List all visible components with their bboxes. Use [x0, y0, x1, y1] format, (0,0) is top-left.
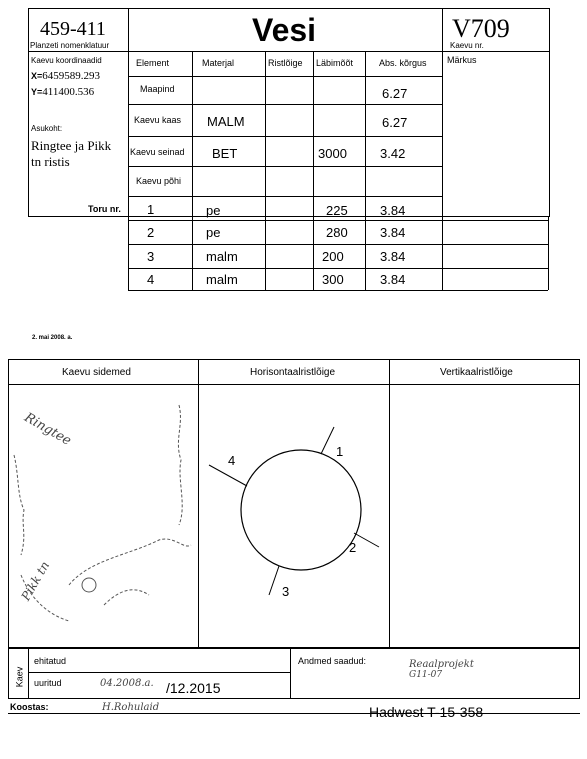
row-lid-material: MALM — [207, 114, 245, 129]
plan-number: 459-411 — [40, 18, 106, 40]
date-stamp: 2. mai 2008. a. — [32, 335, 73, 341]
row-ground-height: 6.27 — [382, 86, 408, 101]
pipe-2-material: pe — [206, 225, 221, 240]
row-lid-label: Kaevu kaas — [134, 115, 182, 125]
surveyed-label: uuritud — [34, 678, 62, 688]
data-from-line2: G11-07 — [409, 670, 443, 680]
author-label: Koostas: — [10, 702, 49, 712]
row-walls-height: 3.42 — [380, 146, 406, 161]
col-diameter: Läbimõõt — [316, 58, 354, 68]
pipe-label: Toru nr. — [88, 204, 121, 214]
col-material: Materjal — [202, 58, 235, 68]
data-from-label: Andmed saadud: — [298, 656, 367, 666]
pipe-3-nr: 3 — [147, 249, 155, 264]
col-height: Abs. kõrgus — [379, 58, 427, 68]
surveyed-value: 04.2008.a. — [100, 678, 154, 689]
pipe-1-nr: 1 — [147, 202, 155, 217]
street-ringtee-label: Ringtee — [21, 410, 74, 449]
pipe-label-2: 2 — [349, 540, 357, 555]
pipe-1-height: 3.84 — [380, 203, 406, 218]
pipe-4-diameter: 300 — [322, 272, 344, 287]
notes-label: Märkus — [447, 55, 477, 65]
pipe-label-4: 4 — [228, 453, 236, 468]
col-vertical-section: Vertikaalristlõige — [440, 367, 513, 378]
col-horizontal-section: Horisontaalristlõige — [250, 367, 336, 378]
pipe-4-material: malm — [206, 272, 238, 287]
pipe-4-nr: 4 — [147, 272, 155, 287]
col-connections: Kaevu sidemed — [62, 367, 131, 378]
pipe-1-diameter: 225 — [326, 203, 348, 218]
pipe-2-height: 3.84 — [380, 225, 406, 240]
pipe-1-material: pe — [206, 203, 221, 218]
contractor-stamp: Hadwest T-15-358 — [369, 704, 484, 720]
pipe-label-3: 3 — [282, 584, 290, 599]
street-pikk-label: Pikk tn — [18, 558, 53, 604]
well-id: V709 — [452, 14, 510, 43]
surveyed-handwritten: /12.2015 — [166, 680, 221, 696]
y-coordinate: Y=411400.536 — [31, 86, 95, 98]
pipe-3-material: malm — [206, 249, 238, 264]
row-walls-label: Kaevu seinad — [130, 147, 185, 157]
coords-label: Kaevu koordinaadid — [31, 56, 102, 65]
footer-side-label: Kaev — [14, 666, 25, 688]
row-walls-material: BET — [212, 146, 238, 161]
plan-label: Planzeti nomenklatuur — [30, 41, 110, 50]
footer-frame — [8, 648, 580, 699]
row-walls-diameter: 3000 — [318, 146, 347, 161]
row-lid-height: 6.27 — [382, 115, 408, 130]
pipe-3-height: 3.84 — [380, 249, 406, 264]
col-cross-section: Ristlõige — [268, 58, 303, 68]
row-ground-label: Maapind — [140, 84, 175, 94]
x-coordinate: X=6459589.293 — [31, 70, 101, 82]
location-line1: Ringtee ja Pikk — [31, 138, 112, 153]
col-element: Element — [136, 58, 170, 68]
location-label: Asukoht: — [31, 124, 63, 133]
row-bottom-label: Kaevu põhi — [136, 176, 182, 186]
data-from-line1: Reaalprojekt — [409, 659, 474, 670]
pipe-4-height: 3.84 — [380, 272, 406, 287]
page-title: Vesi — [252, 12, 317, 48]
author-value: H.Rohulaid — [102, 702, 160, 713]
well-id-label: Kaevu nr. — [450, 41, 484, 50]
pipe-2-nr: 2 — [147, 225, 155, 240]
location-line2: tn ristis — [31, 154, 70, 169]
horizontal-section-drawing — [199, 385, 388, 647]
pipe-3-diameter: 200 — [322, 249, 344, 264]
pipe-2-diameter: 280 — [326, 225, 348, 240]
pipe-label-1: 1 — [336, 444, 344, 459]
built-label: ehitatud — [34, 656, 67, 666]
